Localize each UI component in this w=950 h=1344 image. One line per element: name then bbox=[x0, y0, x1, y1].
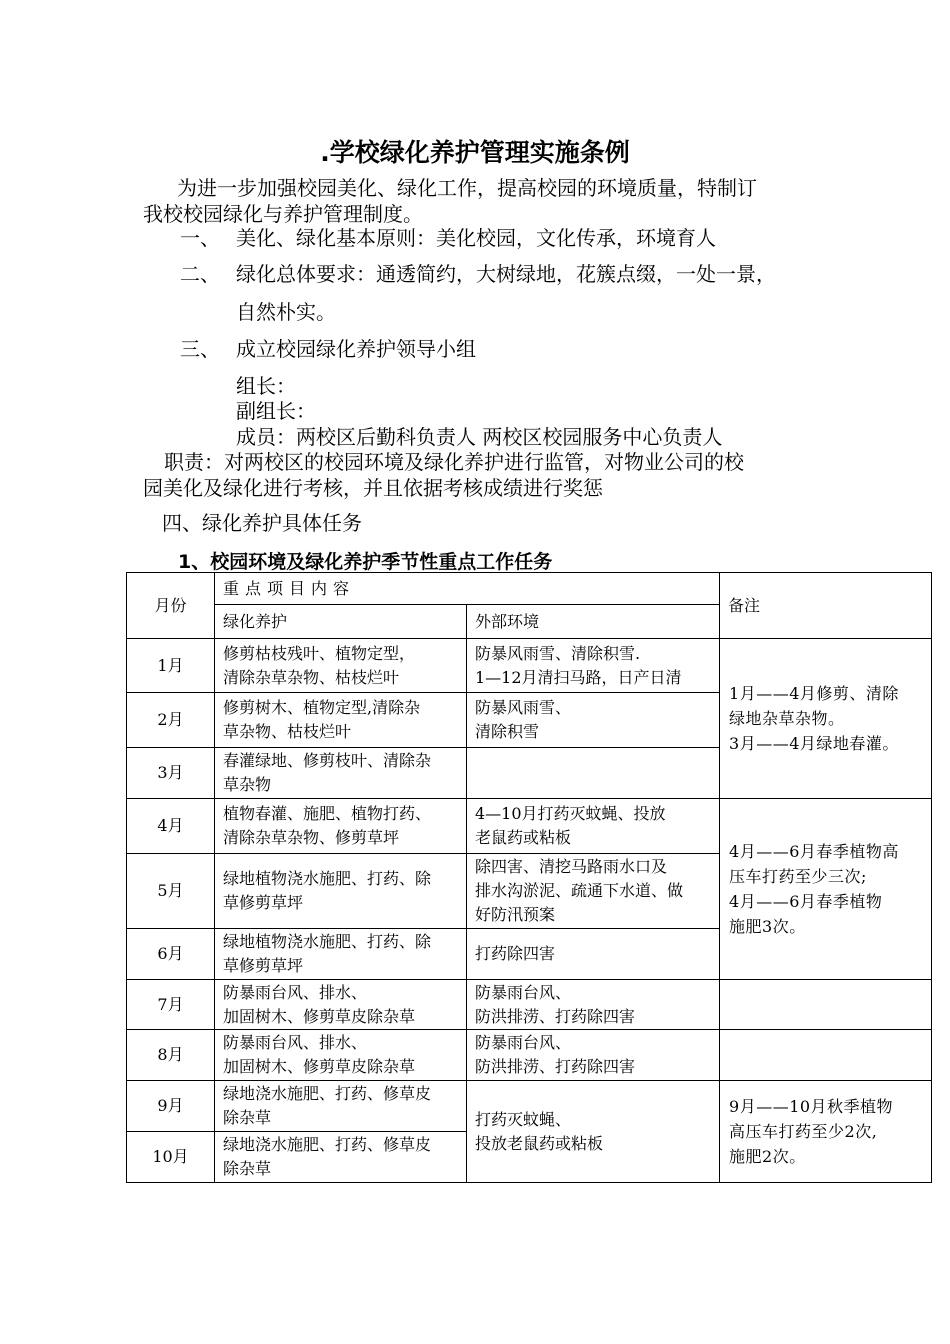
group-deputy: 副组长： bbox=[236, 399, 316, 423]
cell-line: 加固树木、修剪草皮除杂草 bbox=[223, 1006, 416, 1026]
group-leader: 组长： bbox=[236, 374, 296, 398]
section-4-heading: 四、绿化养护具体任务 bbox=[162, 511, 362, 535]
month-cell: 10月 bbox=[127, 1132, 215, 1183]
cell-line: 春灌绿地、修剪枝叶、清除杂 bbox=[223, 751, 432, 770]
cell-line: 打药灭蚊蝇、 bbox=[475, 1109, 572, 1129]
month-cell: 1月 bbox=[127, 639, 215, 693]
header-key-items: 重点项目内容 bbox=[215, 573, 720, 605]
month-cell: 6月 bbox=[127, 929, 215, 980]
cell-line: 除杂草 bbox=[223, 1159, 272, 1178]
external-cell bbox=[467, 1030, 720, 1081]
cell-line: 投放老鼠药或粘板 bbox=[475, 1133, 604, 1153]
green-cell bbox=[215, 1132, 467, 1183]
external-cell bbox=[467, 980, 720, 1030]
cell-line: 好防汛预案 bbox=[475, 905, 556, 924]
intro-line-2: 我校校园绿化与养护管理制度。 bbox=[143, 202, 423, 226]
cell-line: 4—10月打药灭蚊蝇、投放 bbox=[475, 804, 666, 823]
cell-line: 草修剪草坪 bbox=[223, 893, 304, 912]
external-cell bbox=[467, 799, 720, 854]
note-line: 1月——4月修剪、清除 bbox=[729, 684, 899, 703]
group-duty-line-1: 职责：对两校区的校园环境及绿化养护进行监管，对物业公司的校 bbox=[164, 450, 744, 474]
notes-q4-cell bbox=[720, 1081, 932, 1183]
page-title: .学校绿化养护管理实施条例 bbox=[320, 138, 630, 167]
table-row bbox=[127, 639, 932, 693]
cell-line: 绿地浇水施肥、打药、修草皮 bbox=[223, 1084, 432, 1103]
green-cell bbox=[215, 799, 467, 854]
schedule-table bbox=[126, 572, 932, 1183]
cell-line: 防暴风雨雪、清除积雪. bbox=[475, 643, 641, 663]
cell-line: 除四害、清挖马路雨水口及 bbox=[475, 857, 668, 876]
month-cell: 3月 bbox=[127, 748, 215, 799]
section-1-text: 美化、绿化基本原则：美化校园，文化传承，环境育人 bbox=[236, 226, 716, 250]
cell-line: 绿地浇水施肥、打药、修草皮 bbox=[223, 1135, 432, 1154]
cell-line: 加固树木、修剪草皮除杂草 bbox=[223, 1057, 416, 1076]
cell-line: 修剪枯枝残叶、植物定型， bbox=[223, 643, 416, 663]
external-cell bbox=[467, 748, 720, 799]
month-cell: 7月 bbox=[127, 980, 215, 1030]
green-cell bbox=[215, 693, 467, 748]
table-row bbox=[127, 980, 932, 1030]
section-3-number: 三、 bbox=[180, 337, 220, 361]
cell-line: 除杂草 bbox=[223, 1108, 272, 1127]
cell-line: 排水沟淤泥、疏通下水道、做 bbox=[475, 881, 684, 900]
table-subtitle: 1、校园环境及绿化养护季节性重点工作任务 bbox=[178, 551, 553, 573]
note-line: 4月——6月春季植物高 bbox=[729, 842, 899, 861]
notes-cell bbox=[720, 980, 932, 1030]
note-line: 9月——10月秋季植物 bbox=[729, 1097, 894, 1116]
external-cell bbox=[467, 929, 720, 980]
cell-line: 修剪树木、植物定型,清除杂 bbox=[223, 698, 421, 717]
cell-line: 植物春灌、施肥、植物打药、 bbox=[223, 804, 432, 823]
table-row bbox=[127, 1030, 932, 1081]
section-2-continuation: 自然朴实。 bbox=[236, 300, 336, 324]
cell-line: 防洪排涝、打药除四害 bbox=[475, 1006, 636, 1026]
green-cell bbox=[215, 1030, 467, 1081]
note-line: 施肥3次。 bbox=[729, 917, 806, 936]
cell-line: 老鼠药或粘板 bbox=[475, 828, 572, 847]
note-line: 绿地杂草杂物。 bbox=[729, 709, 845, 728]
header-external-environment: 外部环境 bbox=[467, 605, 720, 639]
notes-q1-cell bbox=[720, 639, 932, 799]
table-row bbox=[127, 799, 932, 854]
cell-line: 草杂物 bbox=[223, 775, 272, 794]
note-line: 施肥2次。 bbox=[729, 1147, 806, 1166]
month-cell: 2月 bbox=[127, 693, 215, 748]
month-cell: 9月 bbox=[127, 1081, 215, 1132]
cell-line: 清除杂草杂物、枯枝烂叶 bbox=[223, 667, 400, 687]
cell-line: 防暴雨台风、排水、 bbox=[223, 982, 368, 1002]
month-cell: 5月 bbox=[127, 854, 215, 929]
cell-line: 绿地植物浇水施肥、打药、除 bbox=[223, 869, 432, 888]
cell-line: 防暴雨台风、 bbox=[475, 982, 572, 1002]
month-cell: 4月 bbox=[127, 799, 215, 854]
external-cell bbox=[467, 693, 720, 748]
notes-q2-cell bbox=[720, 799, 932, 980]
intro-line-1: 为进一步加强校园美化、绿化工作，提高校园的环境质量，特制订 bbox=[177, 176, 757, 200]
cell-line: 打药除四害 bbox=[475, 944, 556, 963]
section-2-number: 二、 bbox=[180, 262, 220, 286]
section-2-text: 绿化总体要求：通透简约，大树绿地，花簇点缀，一处一景， bbox=[236, 262, 776, 286]
green-cell bbox=[215, 639, 467, 693]
green-cell bbox=[215, 980, 467, 1030]
external-cell bbox=[467, 1081, 720, 1183]
cell-line: 防暴风雨雪、 bbox=[475, 698, 572, 717]
header-remarks: 备注 bbox=[720, 573, 932, 639]
external-cell bbox=[467, 854, 720, 929]
note-line: 4月——6月春季植物 bbox=[729, 892, 883, 911]
header-month: 月份 bbox=[127, 573, 215, 639]
cell-line: 防暴雨台风、 bbox=[475, 1033, 572, 1052]
cell-line: 防洪排涝、打药除四害 bbox=[475, 1057, 636, 1076]
green-cell bbox=[215, 854, 467, 929]
table-row bbox=[127, 1081, 932, 1132]
cell-line: 绿地植物浇水施肥、打药、除 bbox=[223, 932, 432, 951]
group-duty-line-2: 园美化及绿化进行考核，并且依据考核成绩进行奖惩 bbox=[143, 476, 603, 500]
header-green-maintenance: 绿化养护 bbox=[215, 605, 467, 639]
green-cell bbox=[215, 929, 467, 980]
month-cell: 8月 bbox=[127, 1030, 215, 1081]
section-3-text: 成立校园绿化养护领导小组 bbox=[236, 337, 476, 361]
group-members: 成员：两校区后勤科负责人 两校区校园服务中心负责人 bbox=[236, 425, 723, 449]
cell-line: 草杂物、枯枝烂叶 bbox=[223, 722, 352, 741]
section-1-number: 一、 bbox=[180, 226, 220, 250]
cell-line: 草修剪草坪 bbox=[223, 956, 304, 975]
note-line: 高压车打药至少2次, bbox=[729, 1122, 878, 1141]
external-cell bbox=[467, 639, 720, 693]
notes-cell bbox=[720, 1030, 932, 1081]
green-cell bbox=[215, 748, 467, 799]
green-cell bbox=[215, 1081, 467, 1132]
cell-line: 清除积雪 bbox=[475, 722, 540, 741]
cell-line: 1—12月清扫马路，日产日清 bbox=[475, 667, 682, 687]
note-line: 压车打药至少三次; bbox=[729, 867, 867, 886]
note-line: 3月——4月绿地春灌。 bbox=[729, 734, 899, 753]
cell-line: 清除杂草杂物、修剪草坪 bbox=[223, 828, 400, 847]
cell-line: 防暴雨台风、排水、 bbox=[223, 1033, 368, 1052]
